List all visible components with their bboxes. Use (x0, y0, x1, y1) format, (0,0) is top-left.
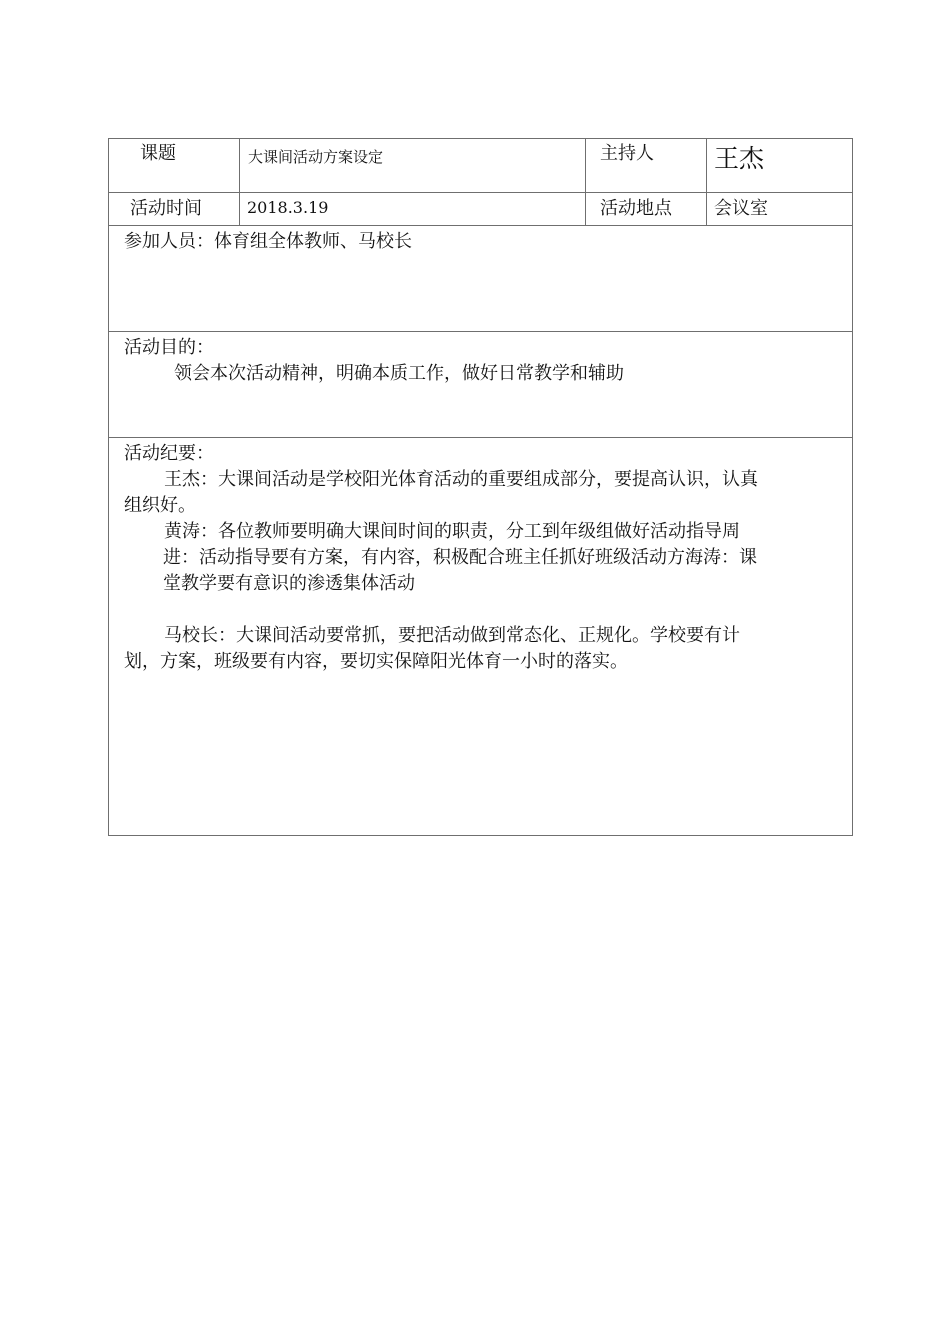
minutes-para-2: 黄涛：各位教师要明确大课间时间的职责，分工到年级组做好活动指导周 (164, 521, 740, 542)
participants-text: 参加人员：体育组全体教师、马校长 (124, 231, 412, 252)
topic-value: 大课间活动方案设定 (248, 148, 384, 166)
minutes-para-3: 马校长：大课间活动要常抓，要把活动做到常态化、正规化。学校要有计 (164, 625, 740, 646)
participants-row (109, 226, 853, 332)
minutes-para-2-cont: 进：活动指导要有方案，有内容，积极配合班主任抓好班级活动方海涛：课 (163, 547, 757, 568)
purpose-text: 领会本次活动精神，明确本质工作，做好日常教学和辅助 (174, 363, 624, 384)
time-value-cell (240, 193, 586, 226)
time-label-cell (109, 193, 240, 226)
minutes-cell (109, 438, 853, 836)
minutes-para-2-cont2: 堂教学要有意识的渗透集体活动 (163, 573, 415, 594)
paragraph-gap (124, 597, 834, 623)
minutes-para-3-cont: 划，方案，班级要有内容，要切实保障阳光体育一小时的落实。 (124, 651, 628, 672)
place-label-cell (586, 193, 707, 226)
place-value: 会议室 (714, 198, 768, 219)
time-label: 活动时间 (130, 198, 202, 219)
host-value-cell (707, 139, 853, 193)
place-label: 活动地点 (600, 198, 672, 219)
time-row (109, 193, 853, 226)
activity-record-table (108, 138, 853, 836)
minutes-row (109, 438, 853, 836)
purpose-heading: 活动目的： (124, 337, 214, 358)
purpose-cell (109, 332, 853, 438)
minutes-heading: 活动纪要： (124, 443, 214, 464)
topic-label-cell (109, 139, 240, 193)
minutes-para-1-cont: 组织好。 (124, 495, 196, 516)
purpose-row (109, 332, 853, 438)
minutes-para-1: 王杰：大课间活动是学校阳光体育活动的重要组成部分，要提高认识，认真 (164, 469, 758, 490)
topic-label: 课题 (140, 143, 176, 164)
host-label: 主持人 (600, 143, 654, 164)
topic-value-cell (240, 139, 586, 193)
place-value-cell (707, 193, 853, 226)
time-value: 2018.3.19 (247, 198, 329, 217)
header-row (109, 139, 853, 193)
participants-cell (109, 226, 853, 332)
host-label-cell (586, 139, 707, 193)
host-value: 王杰 (714, 144, 765, 173)
